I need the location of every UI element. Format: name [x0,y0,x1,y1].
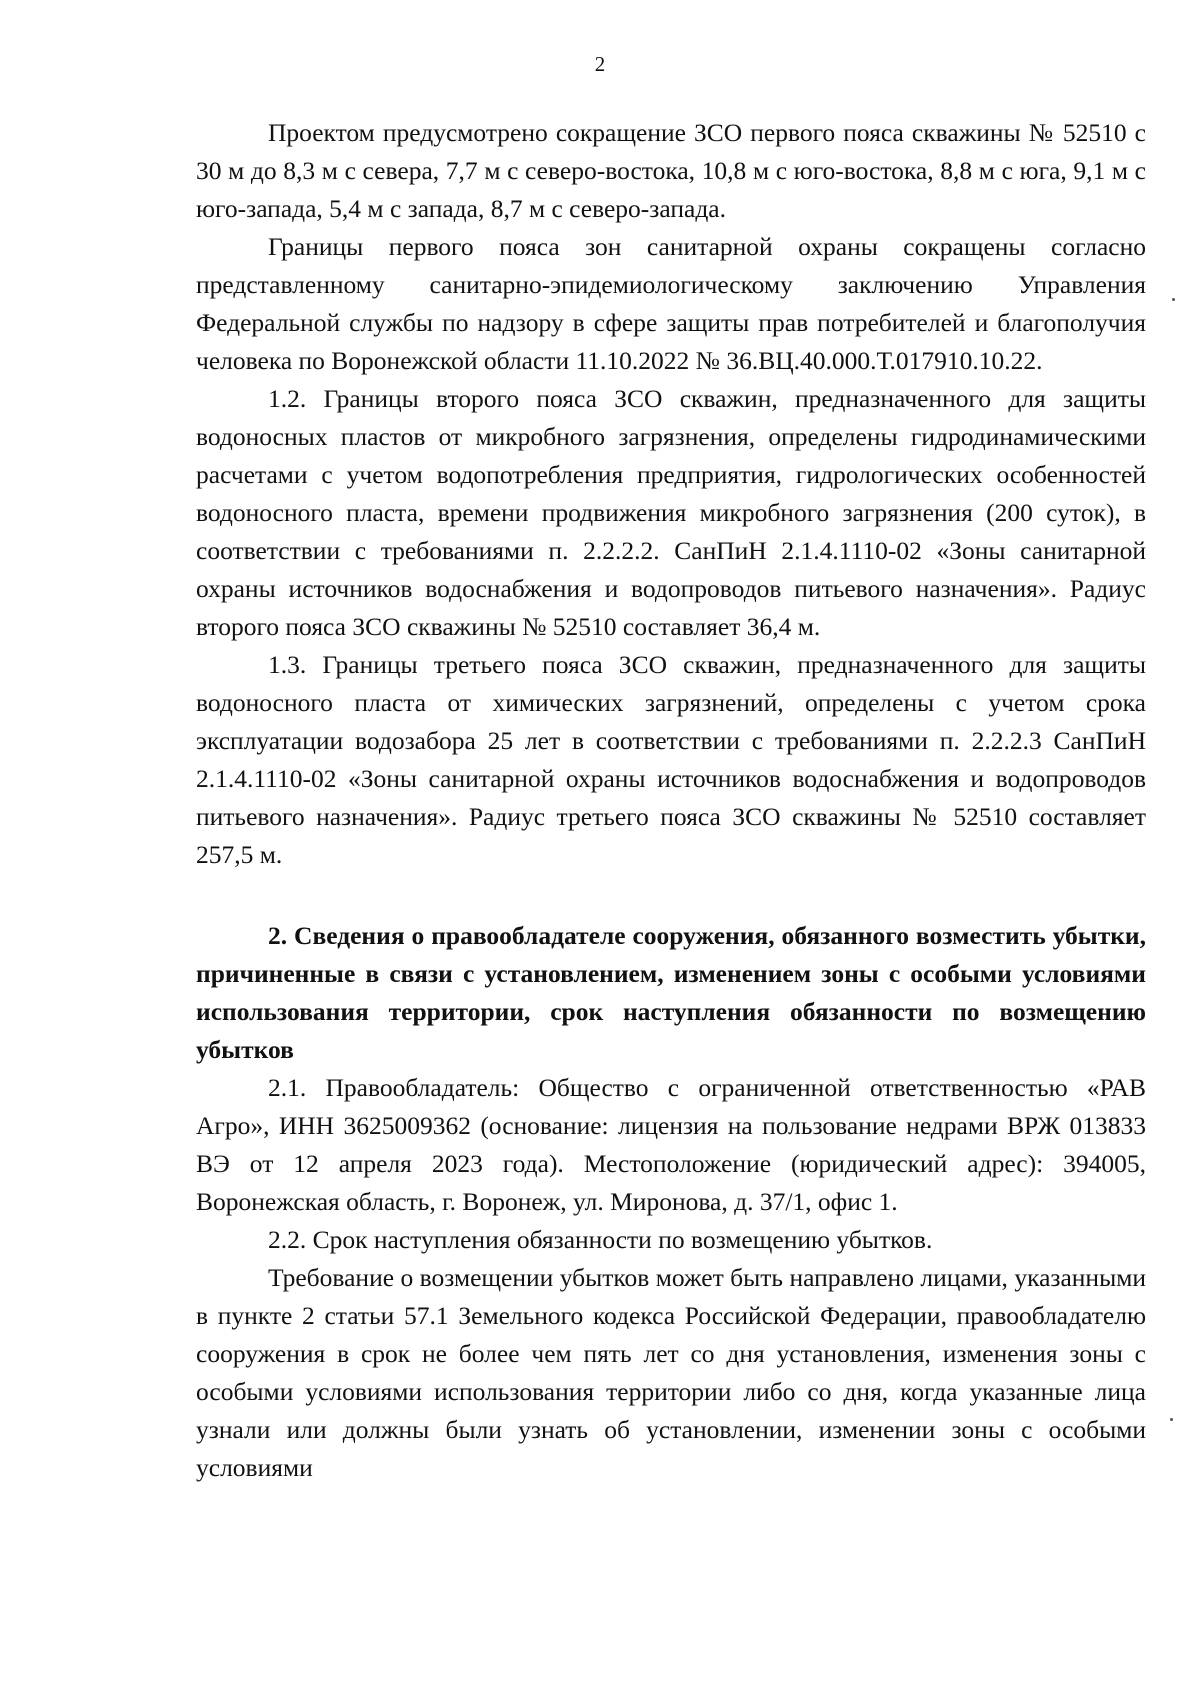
scan-speck [1170,1418,1173,1421]
paragraph-compensation-claim: Требование о возмещении убытков может быть направлено лицами, указанными в пункте 2 статьи 57.1 Земельного кодекса Российской Федерации, правообладателю сооружения в срок не более чем пять лет со дня установления, изменения зоны с особыми условиями использования территории либо со дня, когда указанные лица узнали или должны были узнать об установлении, изменении зоны с особыми условиями [196,1263,1146,1482]
paragraph-first-belt-boundaries: Границы первого пояса зон санитарной охраны сокращены согласно представленному санитарно-эпидемиологическому заключению Управления Федеральной службы по надзору в сфере защиты прав потребителей и благополучия человека по Воронежской области 11.10.2022 № 36.ВЦ.40.000.Т.017910.10.22. [196,232,1146,375]
document-body [196,114,1146,1487]
paragraph-deadline-title: 2.2. Срок наступления обязанности по возмещению убытков. [268,1225,933,1254]
scan-speck [1172,298,1175,301]
paragraph-second-belt: 1.2. Границы второго пояса ЗСО скважин, предназначенного для защиты водоносных пластов от микробного загрязнения, определены гидродинамическими расчетами с учетом водопотребления предприятия, гидрологических особенностей водоносного пласта, времени продвижения микробного загрязнения (200 суток), в соответствии с требованиями п. 2.2.2.2. СанПиН 2.1.4.1110-02 «Зоны санитарной охраны источников водоснабжения и водопроводов питьевого назначения». Радиус второго пояса ЗСО скважины № 52510 составляет 36,4 м. [196,384,1146,641]
paragraph-rights-holder: 2.1. Правообладатель: Общество с ограниченной ответственностью «РАВ Агро», ИНН 3625009362 (основание: лицензия на пользование недрами ВРЖ 013833 ВЭ от 12 апреля 2023 года). Местоположение (юридический адрес): 394005, Воронежская область, г. Воронеж, ул. Миронова, д. 37/1, офис 1. [196,1073,1146,1216]
paragraph-third-belt: 1.3. Границы третьего пояса ЗСО скважин, предназначенного для защиты водоносного пласта от химических загрязнений, определены с учетом срока эксплуатации водозабора 25 лет в соответствии с требованиями п. 2.2.2.3 СанПиН 2.1.4.1110-02 «Зоны санитарной охраны источников водоснабжения и водопроводов питьевого назначения». Радиус третьего пояса ЗСО скважины № 52510 составляет 257,5 м. [196,650,1146,869]
section-heading: 2. Сведения о правообладателе сооружения, обязанного возместить убытки, причиненные в связи с установлением, изменением зоны с особыми условиями использования территории, срок наступления обязанности по возмещению убытков [196,921,1146,1064]
page-number: 2 [594,52,606,76]
paragraph-zso-reduction: Проектом предусмотрено сокращение ЗСО первого пояса скважины № 52510 с 30 м до 8,3 м с севера, 7,7 м с северо-востока, 10,8 м с юго-востока, 8,8 м с юга, 9,1 м с юго-запада, 5,4 м с запада, 8,7 м с северо-запада. [196,118,1146,223]
